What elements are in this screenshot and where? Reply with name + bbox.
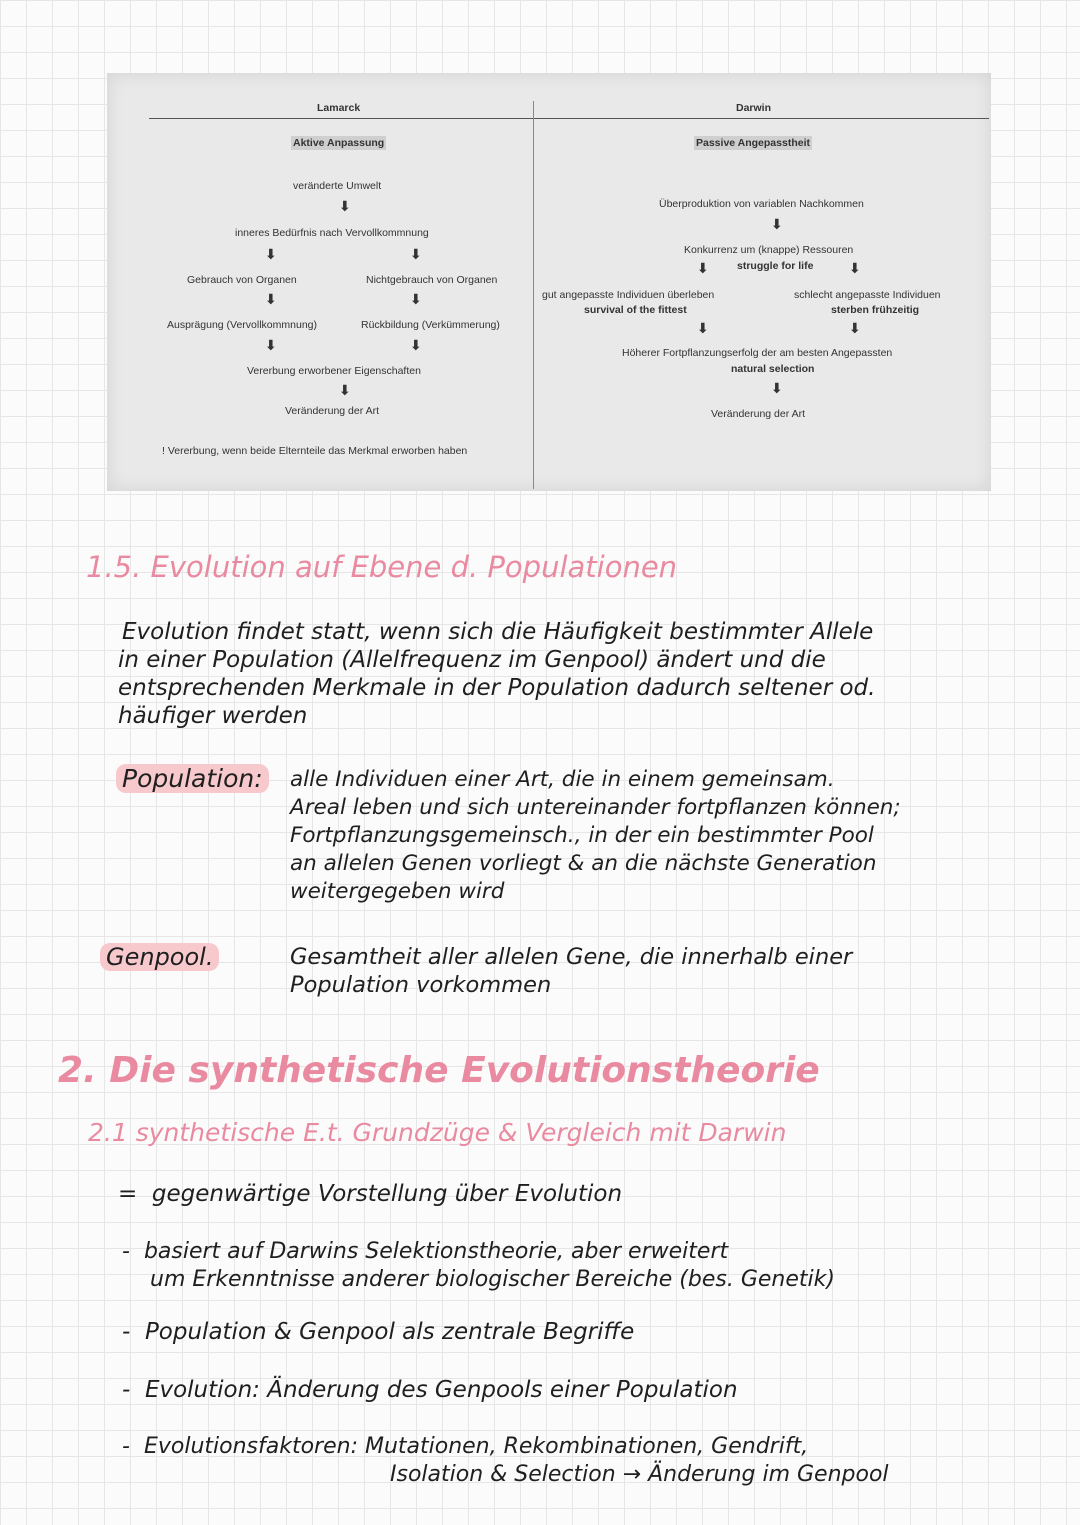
population-line-1: alle Individuen einer Art, die in einem gemeinsam. xyxy=(290,767,835,792)
bullet-marker: = xyxy=(118,1181,138,1207)
arrow-down-icon: ⬇ xyxy=(771,217,783,233)
lamarck-left-1: Gebrauch von Organen xyxy=(187,274,297,286)
darwin-step-1: Überproduktion von variablen Nachkommen xyxy=(659,198,864,210)
section-2-bullet-5 xyxy=(122,1433,889,1489)
genpool-term-label: Genpool. xyxy=(100,943,219,971)
darwin-left-1: gut angepasste Individuen überleben xyxy=(542,289,715,301)
darwin-left-1-english: survival of the fittest xyxy=(584,304,687,316)
bullet-3-line-1: Population & Genpool als zentrale Begriffe xyxy=(144,1319,635,1345)
genpool-definition xyxy=(290,943,852,999)
arrow-down-icon: ⬇ xyxy=(410,338,422,354)
bullet-2-line-1: basiert auf Darwins Selektionstheorie, aber erweitert xyxy=(143,1239,729,1264)
lamarck-left-2: Ausprägung (Vervollkommnung) xyxy=(167,319,317,331)
darwin-right-1: schlecht angepasste Individuen xyxy=(794,289,941,301)
arrow-down-icon: ⬇ xyxy=(265,338,277,354)
section-2-bullet-3 xyxy=(122,1318,634,1346)
lamarck-darwin-comparison-table xyxy=(107,73,991,491)
bullet-1-line-1: gegenwärtige Vorstellung über Evolution xyxy=(151,1181,623,1207)
population-definition xyxy=(290,766,901,906)
darwin-title: Darwin xyxy=(736,102,772,114)
bullet-marker: - xyxy=(122,1239,130,1264)
population-line-5: weitergegeben wird xyxy=(290,879,505,904)
arrow-down-icon: ⬇ xyxy=(265,247,277,263)
genpool-term xyxy=(100,943,219,971)
population-line-4: an allelen Genen vorliegt & an die nächste Generation xyxy=(290,851,877,876)
section-2-bullet-4 xyxy=(122,1376,738,1404)
section-1-5-line-2: in einer Population (Allelfrequenz im Genpool) ändert und die xyxy=(118,647,826,673)
section-2-1-subheading: 2.1 synthetische E.t. Grundzüge & Vergleich mit Darwin xyxy=(88,1118,787,1147)
arrow-down-icon: ⬇ xyxy=(339,383,351,399)
section-1-5-heading: 1.5. Evolution auf Ebene d. Populationen xyxy=(86,550,678,584)
darwin-step-3: Höherer Fortpflanzungserfolg der am besten Angepassten xyxy=(622,347,893,359)
arrow-down-icon: ⬇ xyxy=(849,321,861,337)
section-2-bullet-2 xyxy=(122,1238,835,1294)
population-line-3: Fortpflanzungsgemeinsch., in der ein bestimmter Pool xyxy=(290,823,874,848)
arrow-down-icon: ⬇ xyxy=(339,199,351,215)
arrow-down-icon: ⬇ xyxy=(410,247,422,263)
section-2-heading: 2. Die synthetische Evolutionstheorie xyxy=(58,1050,820,1091)
table-header-rule xyxy=(149,118,989,119)
section-1-5-line-3: entsprechenden Merkmale in der Population dadurch seltener od. xyxy=(118,675,876,701)
bullet-marker: - xyxy=(122,1434,130,1459)
population-term xyxy=(116,764,269,793)
darwin-subtitle: Passive Angepasstheit xyxy=(696,137,810,149)
arrow-down-icon: ⬇ xyxy=(697,261,709,277)
darwin-step-2-english: struggle for life xyxy=(737,260,814,272)
arrow-down-icon: ⬇ xyxy=(849,261,861,277)
lamarck-right-2: Rückbildung (Verkümmerung) xyxy=(361,319,500,331)
bullet-marker: - xyxy=(122,1319,131,1345)
darwin-step-3-english: natural selection xyxy=(731,363,815,375)
bullet-5-line-1: Evolutionsfaktoren: Mutationen, Rekombinationen, Gendrift, xyxy=(143,1434,809,1459)
darwin-step-2: Konkurrenz um (knappe) Ressouren xyxy=(684,244,854,256)
table-column-divider xyxy=(533,101,534,489)
lamarck-note: ! Vererbung, wenn beide Elternteile das Merkmal erworben haben xyxy=(162,445,468,457)
arrow-down-icon: ⬇ xyxy=(410,292,422,308)
bullet-2-line-2: um Erkenntnisse anderer biologischer Bereiche (bes. Genetik) xyxy=(150,1267,835,1292)
section-2-bullet-1 xyxy=(118,1180,622,1208)
arrow-down-icon: ⬇ xyxy=(697,321,709,337)
lamarck-right-1: Nichtgebrauch von Organen xyxy=(366,274,498,286)
population-line-2: Areal leben und sich untereinander fortpflanzen können; xyxy=(290,795,901,820)
section-1-5-line-4: häufiger werden xyxy=(118,703,308,729)
arrow-down-icon: ⬇ xyxy=(265,292,277,308)
lamarck-step-4: Veränderung der Art xyxy=(285,405,379,417)
section-1-5-line-1: Evolution findet statt, wenn sich die Häufigkeit bestimmter Allele xyxy=(122,619,874,645)
population-term-label: Population: xyxy=(116,764,269,793)
darwin-right-1-english: sterben frühzeitig xyxy=(831,304,920,316)
lamarck-subtitle: Aktive Anpassung xyxy=(293,137,385,149)
lamarck-title: Lamarck xyxy=(317,102,361,114)
genpool-line-1: Gesamtheit aller allelen Gene, die innerhalb einer xyxy=(290,944,853,970)
lamarck-step-3: Vererbung erworbener Eigenschaften xyxy=(247,365,421,377)
arrow-down-icon: ⬇ xyxy=(771,381,783,397)
lamarck-step-2: inneres Bedürfnis nach Vervollkommnung xyxy=(235,227,429,239)
bullet-marker: - xyxy=(122,1377,131,1403)
darwin-step-4: Veränderung der Art xyxy=(711,408,805,420)
bullet-4-line-1: Evolution: Änderung des Genpools einer Population xyxy=(144,1377,738,1403)
lamarck-step-1: veränderte Umwelt xyxy=(293,180,382,192)
bullet-5-line-2: Isolation & Selection → Änderung im Genpool xyxy=(390,1462,889,1487)
genpool-line-2: Population vorkommen xyxy=(290,972,552,998)
